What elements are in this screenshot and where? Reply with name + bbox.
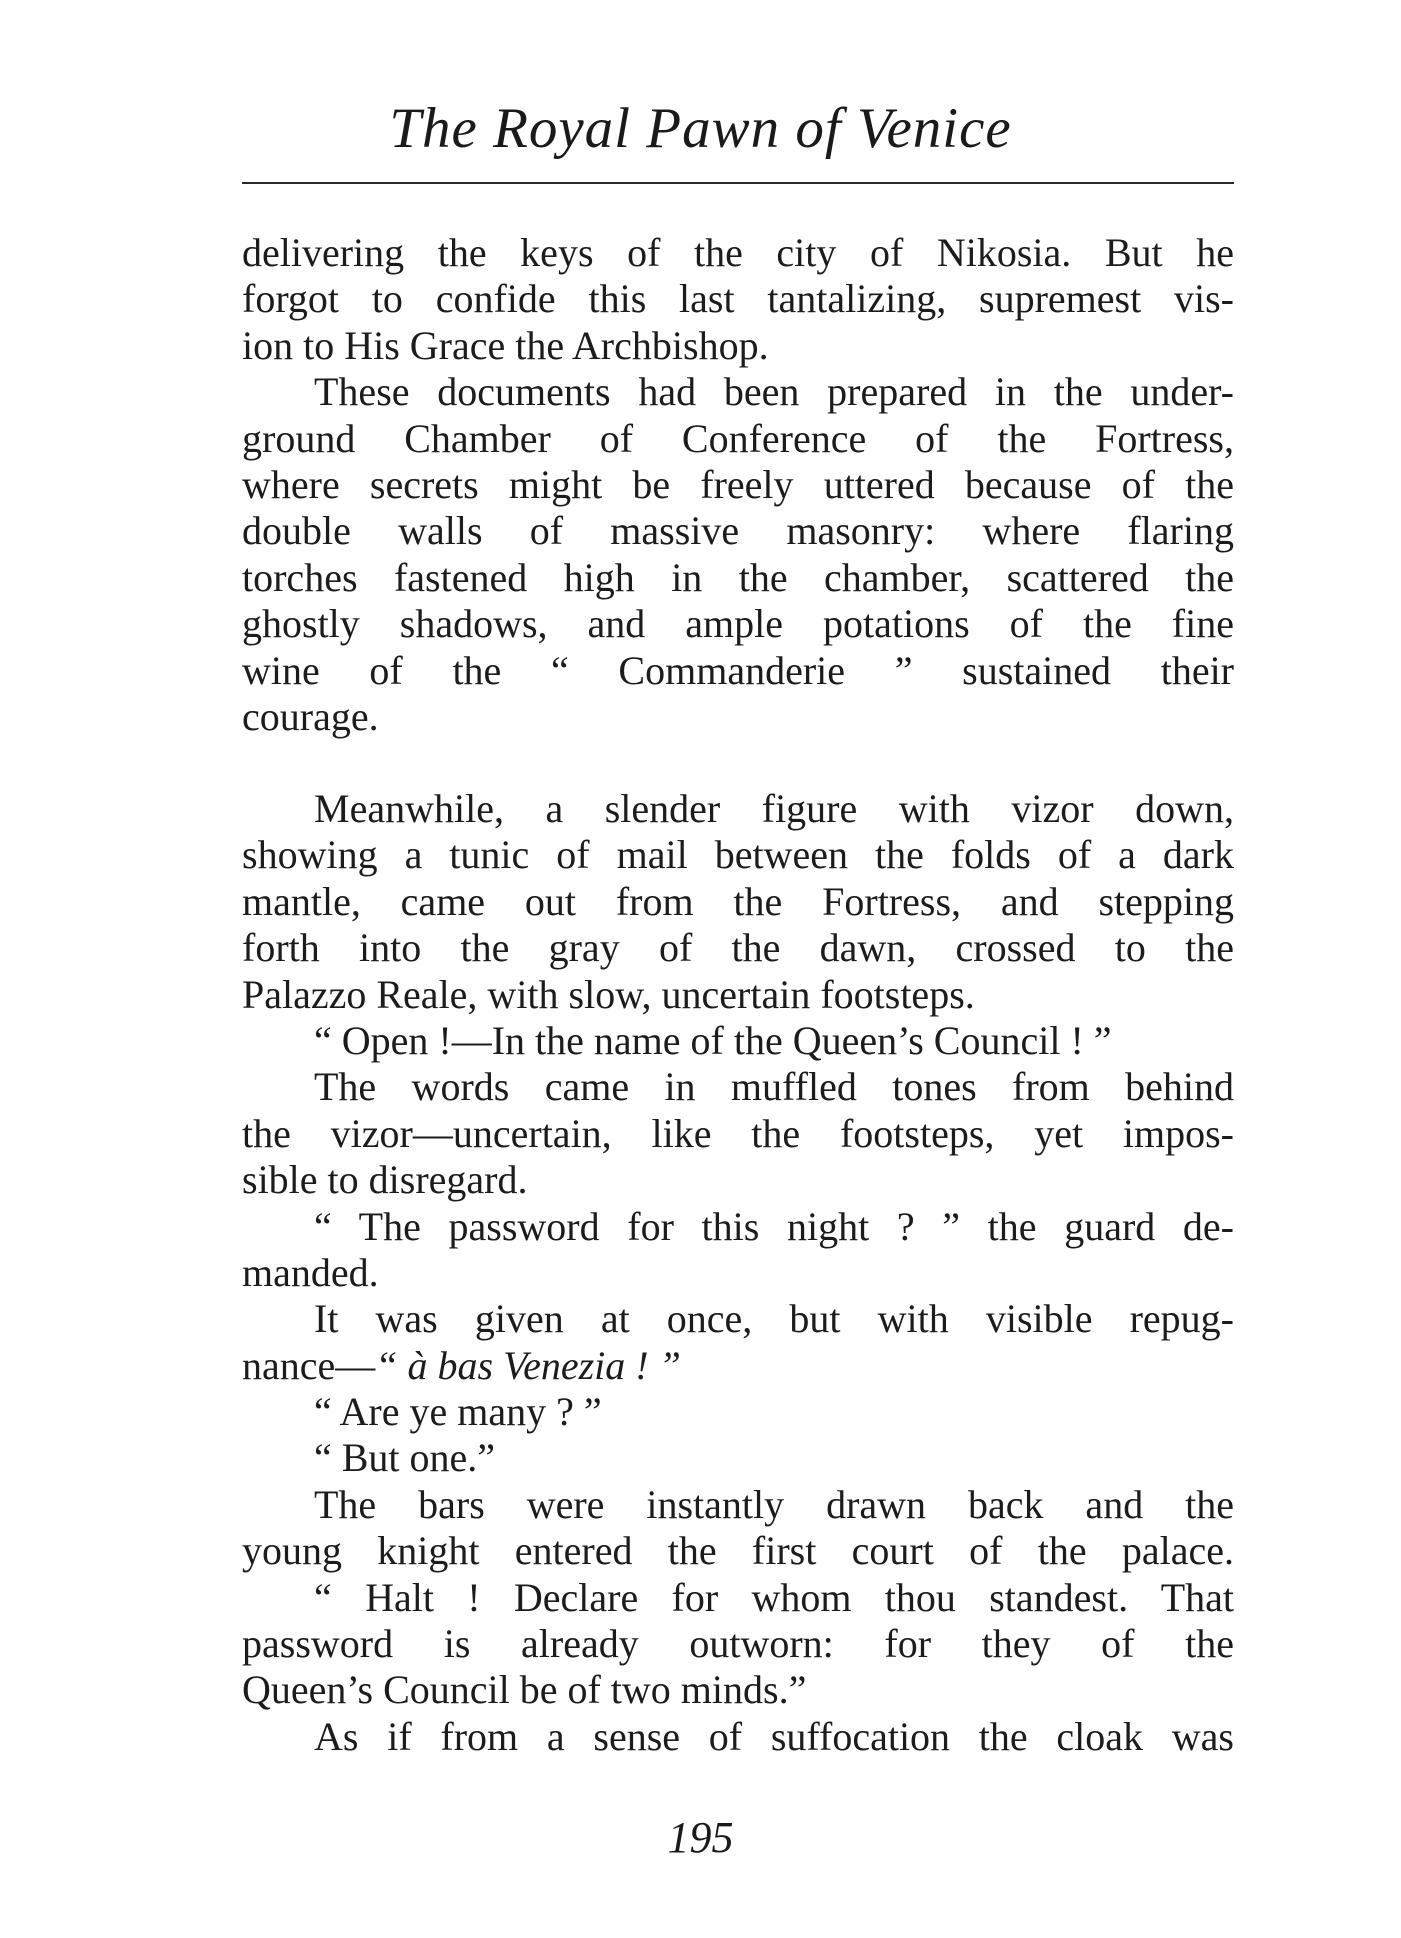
text-line: wine of the “ Commanderie ” sustained their: [242, 647, 1234, 693]
text-line: ghostly shadows, and ample potations of the fine: [242, 601, 1234, 647]
header-rule: [242, 182, 1234, 184]
text-line: Palazzo Reale, with slow, uncertain footsteps.: [242, 971, 975, 1017]
text-line: ground Chamber of Conference of the Fortress,: [242, 415, 1234, 461]
running-head-title: The Royal Pawn of Venice: [389, 97, 1012, 160]
text-line: forgot to confide this last tantalizing, supremest vis-: [242, 276, 1234, 322]
text-line: “ But one.”: [314, 1435, 496, 1481]
text-line: “ The password for this night ? ” the guard de-: [314, 1203, 1234, 1249]
text-line: sible to disregard.: [242, 1157, 528, 1203]
text-fragment: nance—: [242, 1342, 376, 1388]
text-line: “ Open !—In the name of the Queen’s Council ! ”: [314, 1017, 1112, 1063]
italic-phrase: “ à bas Venezia ! ”: [375, 1342, 681, 1388]
text-line: forth into the gray of the dawn, crossed to the: [242, 925, 1234, 971]
text-line: “ Halt ! Declare for whom thou standest. That: [314, 1574, 1234, 1620]
text-line: password is already outworn: for they of the: [242, 1621, 1234, 1667]
text-line: mantle, came out from the Fortress, and stepping: [242, 878, 1234, 924]
text-line: manded.: [242, 1249, 379, 1295]
text-line: Queen’s Council be of two minds.”: [242, 1667, 807, 1713]
text-line: [242, 1343, 1234, 1389]
text-line: double walls of massive masonry: where flaring: [242, 508, 1234, 554]
text-line: ion to His Grace the Archbishop.: [242, 322, 769, 368]
text-line: It was given at once, but with visible repug-: [314, 1296, 1234, 1342]
text-line: Meanwhile, a slender figure with vizor down,: [314, 786, 1234, 831]
paragraph-block-1: [242, 230, 1234, 740]
text-line: young knight entered the first court of the palace.: [242, 1528, 1234, 1574]
text-line: showing a tunic of mail between the folds of a dark: [242, 832, 1234, 878]
text-line: where secrets might be freely uttered because of the: [242, 461, 1234, 507]
text-line: The bars were instantly drawn back and the: [314, 1481, 1234, 1527]
text-line: the vizor—uncertain, like the footsteps, yet impos-: [242, 1110, 1234, 1156]
text-line: These documents had been prepared in the under-: [314, 369, 1234, 415]
page-number: 195: [667, 1813, 734, 1862]
text-line: courage.: [242, 693, 379, 739]
text-line: The words came in muffled tones from behind: [314, 1064, 1234, 1110]
text-line: torches fastened high in the chamber, scattered the: [242, 554, 1234, 600]
paragraph-block-2: [242, 786, 1234, 1760]
text-line: “ Are ye many ? ”: [314, 1389, 602, 1435]
text-line: delivering the keys of the city of Nikosia. But he: [242, 230, 1234, 275]
text-line: As if from a sense of suffocation the cloak was: [314, 1713, 1234, 1759]
